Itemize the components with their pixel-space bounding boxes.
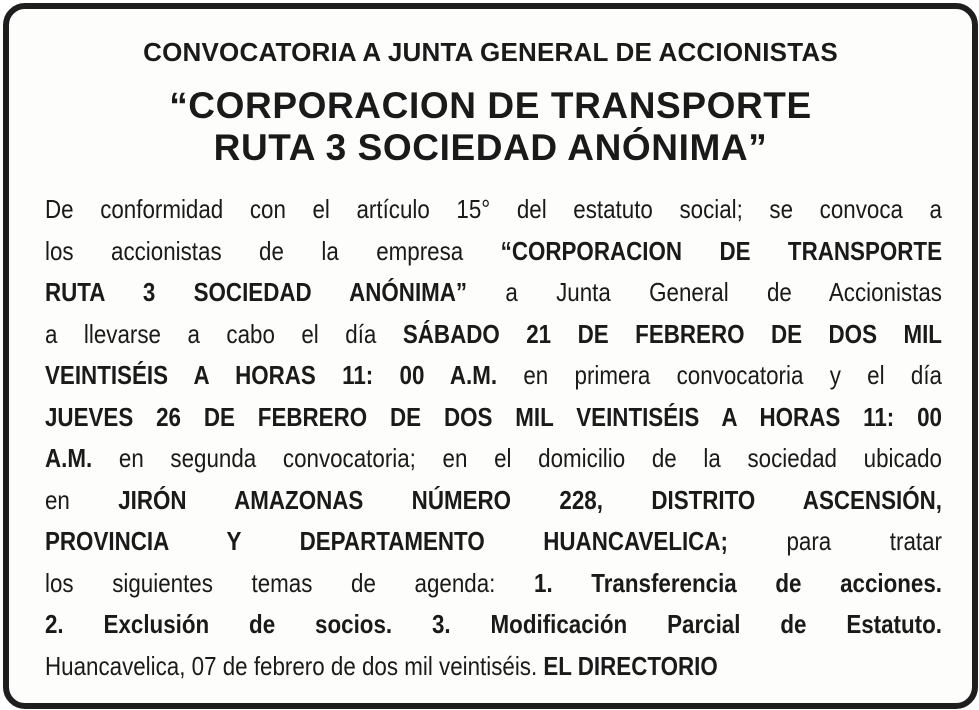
body-line: VEINTISÉIS A HORAS 11: 00 A.M. en primera convocatoria y el día	[45, 360, 942, 390]
body-line: en JIRÓN AMAZONAS NÚMERO 228, DISTRITO ASCENSIÓN,	[45, 484, 942, 515]
company-name-line-2: RUTA 3 SOCIEDAD ANÓNIMA”	[213, 127, 768, 168]
notice-body	[45, 189, 942, 687]
company-name-line-1: “CORPORACION DE TRANSPORTE	[169, 85, 812, 126]
body-line: los accionistas de la empresa “CORPORACION DE TRANSPORTE	[45, 235, 942, 266]
body-line: De conformidad con el artículo 15° del estatuto social; se convoca a	[45, 194, 942, 224]
body-line: PROVINCIA Y DEPARTAMENTO HUANCAVELICA; para tratar	[45, 526, 942, 556]
body-line: JUEVES 26 DE FEBRERO DE DOS MIL VEINTISÉIS A HORAS 11: 00	[45, 401, 942, 432]
company-name	[9, 85, 972, 169]
body-line: A.M. en segunda convocatoria; en el domicilio de la sociedad ubicado	[45, 443, 942, 473]
body-line-signature: Huancavelica, 07 de febrero de dos mil veintiséis. EL DIRECTORIO	[45, 650, 718, 681]
body-line: a llevarse a cabo el día SÁBADO 21 DE FEBRERO DE DOS MIL	[45, 318, 942, 349]
body-line: los siguientes temas de agenda: 1. Transferencia de acciones.	[45, 567, 942, 598]
signature: EL DIRECTORIO	[543, 650, 718, 681]
body-line: RUTA 3 SOCIEDAD ANÓNIMA” a Junta General de Accionistas	[45, 277, 942, 307]
notice-frame	[3, 3, 978, 709]
body-line: 2. Exclusión de socios. 3. Modificación Parcial de Estatuto.	[45, 609, 942, 639]
notice-heading: CONVOCATORIA A JUNTA GENERAL DE ACCIONISTAS	[143, 37, 838, 67]
